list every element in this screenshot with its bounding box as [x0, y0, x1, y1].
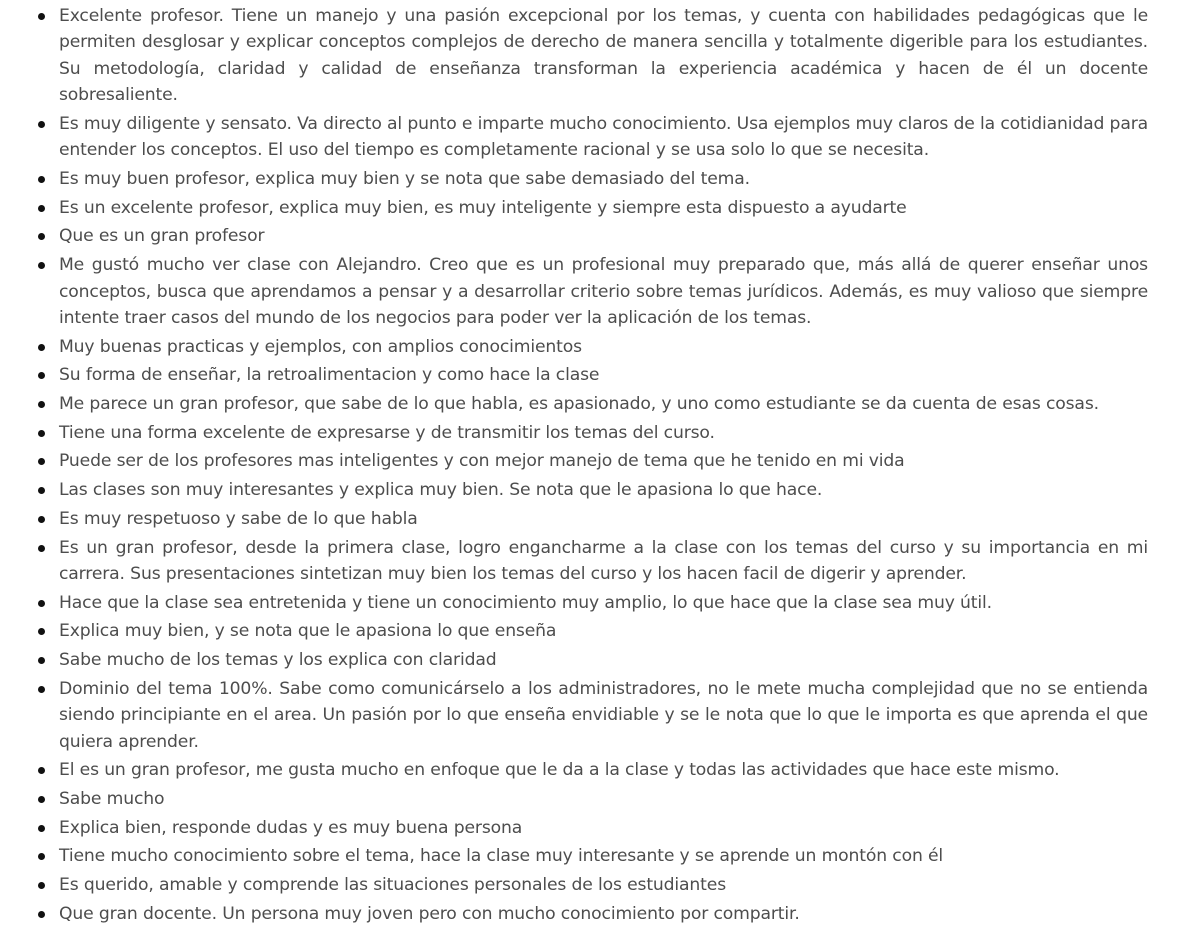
comment-item: Hace que la clase sea entretenida y tiene un conocimiento muy amplio, lo que hace que la clase sea muy útil.	[59, 590, 1148, 616]
comment-item: Me parece un gran profesor, que sabe de lo que habla, es apasionado, y uno como estudiante se da cuenta de esas cosas.	[59, 391, 1148, 417]
comment-item: Me gustó mucho ver clase con Alejandro. Creo que es un profesional muy preparado que, más allá de querer enseñar unos conceptos, busca que aprendamos a pensar y a desarrollar criterio sobre temas jurídicos. Además, es muy valioso que siempre intente traer casos del mundo de los negocios para poder ver la aplicación de los temas.	[59, 252, 1148, 331]
comment-item: Su forma de enseñar, la retroalimentacion y como hace la clase	[59, 362, 1148, 388]
comment-item: Es un excelente profesor, explica muy bien, es muy inteligente y siempre esta dispuesto a ayudarte	[59, 195, 1148, 221]
comment-item: Muy buenas practicas y ejemplos, con amplios conocimientos	[59, 334, 1148, 360]
comment-item: Dominio del tema 100%. Sabe como comunicárselo a los administradores, no le mete mucha complejidad que no se entienda siendo principiante en el area. Un pasión por lo que enseña envidiable y se le nota que lo que le importa es que aprenda el que quiera aprender.	[59, 676, 1148, 755]
comment-item: Explica muy bien, y se nota que le apasiona lo que enseña	[59, 618, 1148, 644]
comment-item: Es un gran profesor, desde la primera clase, logro engancharme a la clase con los temas del curso y su importancia en mi carrera. Sus presentaciones sintetizan muy bien los temas del curso y los hacen facil de digerir y aprender.	[59, 535, 1148, 588]
comment-item: Explica bien, responde dudas y es muy buena persona	[59, 815, 1148, 841]
comment-list	[59, 3, 1148, 930]
comment-item: Que gran docente. Un persona muy joven pero con mucho conocimiento por compartir.	[59, 901, 1148, 927]
comment-item: Sabe mucho de los temas y los explica con claridad	[59, 647, 1148, 673]
comment-item: Excelente profesor. Tiene un manejo y una pasión excepcional por los temas, y cuenta con habilidades pedagógicas que le permiten desglosar y explicar conceptos complejos de derecho de manera sencilla y totalmente digerible para los estudiantes. Su metodología, claridad y calidad de enseñanza transforman la experiencia académica y hacen de él un docente sobresaliente.	[59, 3, 1148, 109]
comment-item: Las clases son muy interesantes y explica muy bien. Se nota que le apasiona lo que hace.	[59, 477, 1148, 503]
comment-item: Es muy respetuoso y sabe de lo que habla	[59, 506, 1148, 532]
comment-item: Es querido, amable y comprende las situaciones personales de los estudiantes	[59, 872, 1148, 898]
comment-item: Es muy buen profesor, explica muy bien y se nota que sabe demasiado del tema.	[59, 166, 1148, 192]
comment-item: Sabe mucho	[59, 786, 1148, 812]
comment-item: Tiene una forma excelente de expresarse y de transmitir los temas del curso.	[59, 420, 1148, 446]
comment-item: Es muy diligente y sensato. Va directo al punto e imparte mucho conocimiento. Usa ejemplos muy claros de la cotidianidad para entender los conceptos. El uso del tiempo es completamente racional y se usa solo lo que se necesita.	[59, 111, 1148, 164]
comment-item: El es un gran profesor, me gusta mucho en enfoque que le da a la clase y todas las actividades que hace este mismo.	[59, 757, 1148, 783]
comment-item: Tiene mucho conocimiento sobre el tema, hace la clase muy interesante y se aprende un montón con él	[59, 843, 1148, 869]
comment-item: Que es un gran profesor	[59, 223, 1148, 249]
comment-item: Puede ser de los profesores mas inteligentes y con mejor manejo de tema que he tenido en mi vida	[59, 448, 1148, 474]
